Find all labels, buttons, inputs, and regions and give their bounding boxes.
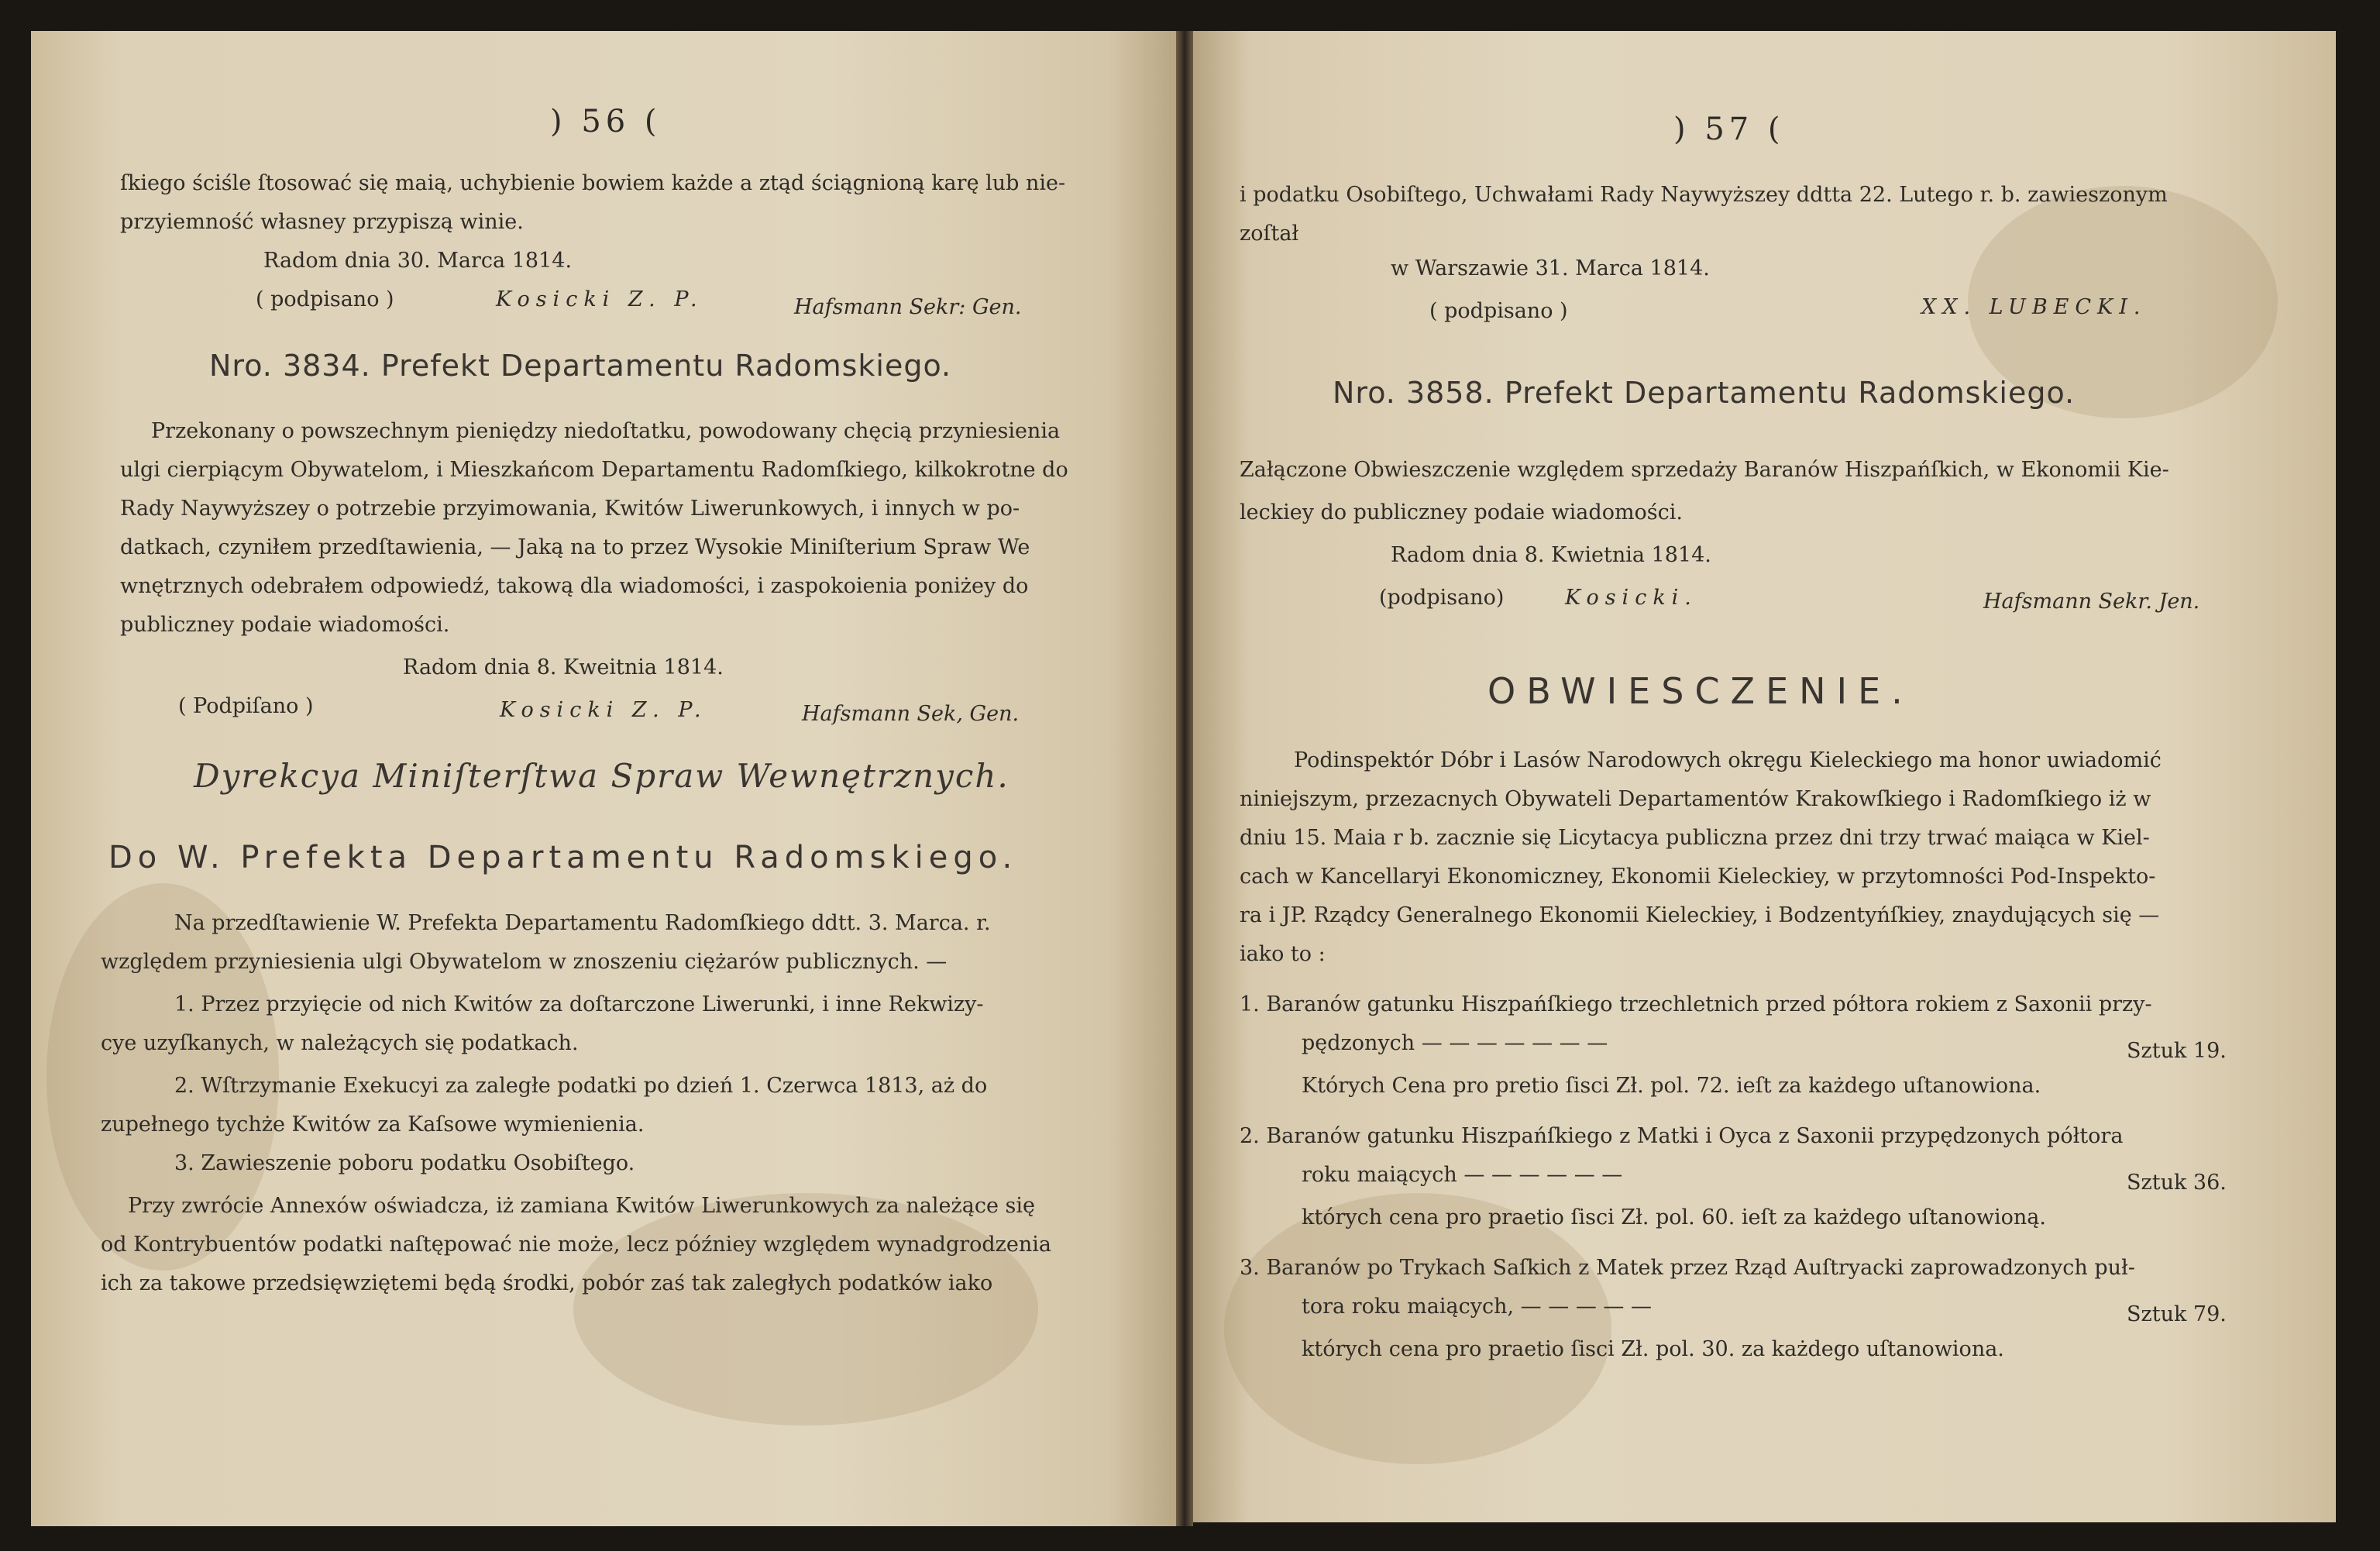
place-date: w Warszawie 31. Marca 1814. xyxy=(1391,256,1710,280)
text-line: Na przedſtawienie W. Prefekta Departamentu Radomſkiego ddtt. 3. Marca. r. xyxy=(174,911,991,935)
signature-name: XX. LUBECKI. xyxy=(1921,295,2147,319)
text-line: ſkiego ściśle ſtosować się maią, uchybienie bowiem każde a ztąd ściągnioną karę lub nie- xyxy=(120,171,1066,195)
text-line: zupełnego tychże Kwitów za Kaſsowe wymienienia. xyxy=(101,1113,645,1137)
text-line: 1. Przez przyięcie od nich Kwitów za doſtarczone Liwerunki, i inne Rekwizy- xyxy=(174,992,984,1016)
signature-name: Kosicki. xyxy=(1565,586,1697,610)
text-line: ich za takowe przedsięwziętemi będą środki, pobór zaś tak zaległych podatków iako xyxy=(101,1271,993,1295)
place-date: Radom dnia 30. Marca 1814. xyxy=(263,249,573,273)
text-line: wnętrznych odebrałem odpowiedź, takową dla wiadomości, i zaspokoienia poniżey do xyxy=(120,574,1029,598)
place-date: Radom dnia 8. Kweitnia 1814. xyxy=(403,655,724,679)
list-item: tora roku maiących, — — — — — xyxy=(1302,1295,1652,1319)
text-line: iako to : xyxy=(1240,942,1326,966)
text-line: od Kontrybuentów podatki naſtępować nie może, lecz późniey względem wynadgrodzenia xyxy=(101,1233,1051,1257)
announcement-title: OBWIESCZENIE. xyxy=(1488,670,1914,712)
quantity: Sztuk 79. xyxy=(2127,1302,2227,1326)
book-gutter xyxy=(1176,31,1193,1526)
list-item: 1. Baranów gatunku Hiszpańſkiego trzechletnich przed półtora rokiem z Saxonii przy- xyxy=(1240,992,2152,1016)
signed-label: ( podpisano ) xyxy=(1429,299,1568,323)
text-line: cach w Kancellaryi Ekonomiczney, Ekonomii Kieleckiey, w przytomności Pod-Inspekto- xyxy=(1240,865,2156,889)
signature-name: Hafsmann Sek, Gen. xyxy=(802,702,1020,726)
text-line: dniu 15. Maia r b. zacznie się Licytacya publiczna przez dni trzy trwać maiąca w Kiel- xyxy=(1240,826,2150,850)
text-line: 2. Wſtrzymanie Exekucyi za zaległe podatki po dzień 1. Czerwca 1813, aż do xyxy=(174,1074,988,1098)
text-line: Przekonany o powszechnym pieniędzy niedoſtatku, powodowany chęcią przyniesienia xyxy=(151,419,1061,443)
place-date: Radom dnia 8. Kwietnia 1814. xyxy=(1391,543,1711,567)
signature-name: Hafsmann Sekr: Gen. xyxy=(794,295,1022,319)
text-line: datkach, czyniłem przedſtawienia, — Jaką na to przez Wysokie Miniſterium Spraw We xyxy=(120,535,1030,559)
right-page xyxy=(1193,31,2336,1522)
text-line: zoſtał xyxy=(1240,222,1299,246)
section-heading: Nro. 3858. Prefekt Departamentu Radomskiego. xyxy=(1333,376,2076,410)
text-line: i podatku Osobiſtego, Uchwałami Rady Naywyższey ddtta 22. Lutego r. b. zawieszonym xyxy=(1240,183,2168,207)
text-line: 3. Zawieszenie poboru podatku Osobiſtego. xyxy=(174,1151,635,1175)
signed-label: (podpisano) xyxy=(1379,586,1505,610)
text-line: cye uzyſkanych, w należących się podatkach. xyxy=(101,1031,579,1055)
text-line: publiczney podaie wiadomości. xyxy=(120,613,450,637)
quantity: Sztuk 36. xyxy=(2127,1171,2227,1195)
text-line: Załączone Obwieszczenie względem sprzedaży Baranów Hiszpańſkich, w Ekonomii Kie- xyxy=(1240,458,2169,482)
left-page xyxy=(31,31,1176,1526)
text-line: przyiemność własney przypiszą winie. xyxy=(120,210,524,234)
text-line: leckiey do publiczney podaie wiadomości. xyxy=(1240,500,1683,524)
signature-name: Kosicki Z. P. xyxy=(500,698,707,722)
list-item: roku maiących — — — — — — xyxy=(1302,1163,1623,1187)
text-line: ulgi cierpiącym Obywatelom, i Mieszkańcom Departamentu Radomſkiego, kilkokrotne do xyxy=(120,458,1068,482)
page-number: ) 56 ( xyxy=(550,104,662,139)
text-line: ra i JP. Rządcy Generalnego Ekonomii Kieleckiey, i Bodzentyńſkiey, znaydujących się — xyxy=(1240,903,2160,927)
list-item: których cena pro praetio ſisci Zł. pol. 30. za każdego uſtanowiona. xyxy=(1302,1337,2004,1361)
text-line: Rady Naywyższey o potrzebie przyimowania, Kwitów Liwerunkowych, i innych w po- xyxy=(120,497,1020,521)
page-number: ) 57 ( xyxy=(1673,112,1785,147)
list-item: 3. Baranów po Trykach Saſkich z Matek przez Rząd Auſtryacki zaprowadzonych puł- xyxy=(1240,1256,2135,1280)
signature-name: Kosicki Z. P. xyxy=(496,287,703,311)
section-heading: Do W. Prefekta Departamentu Radomskiego. xyxy=(108,840,1018,875)
text-line: względem przyniesienia ulgi Obywatelom w znoszeniu ciężarów publicznych. — xyxy=(101,950,948,974)
signature-name: Hafsmann Sekr. Jen. xyxy=(1983,590,2200,614)
list-item: pędzonych — — — — — — — xyxy=(1302,1031,1608,1055)
signed-label: ( Podpiſano ) xyxy=(178,694,314,718)
text-line: Podinspektór Dóbr i Lasów Narodowych okręgu Kieleckiego ma honor uwiadomić xyxy=(1294,748,2162,772)
list-item: których cena pro praetio ſisci Zł. pol. 60. ieſt za każdego uſtanowioną. xyxy=(1302,1205,2046,1229)
signed-label: ( podpisano ) xyxy=(256,287,394,311)
section-heading: Dyrekcya Miniſterſtwa Spraw Wewnętrznych. xyxy=(194,757,1009,795)
text-line: niniejszym, przezacnych Obywateli Departamentów Krakowſkiego i Radomſkiego iż w xyxy=(1240,787,2151,811)
list-item: Których Cena pro pretio ſisci Zł. pol. 72. ieſt za każdego uſtanowiona. xyxy=(1302,1074,2041,1098)
text-line: Przy zwrócie Annexów oświadcza, iż zamiana Kwitów Liwerunkowych za należące się xyxy=(128,1194,1036,1218)
list-item: 2. Baranów gatunku Hiszpańſkiego z Matki i Oyca z Saxonii przypędzonych półtora xyxy=(1240,1124,2124,1148)
section-heading: Nro. 3834. Prefekt Departamentu Radomskiego. xyxy=(209,349,952,383)
quantity: Sztuk 19. xyxy=(2127,1039,2227,1063)
